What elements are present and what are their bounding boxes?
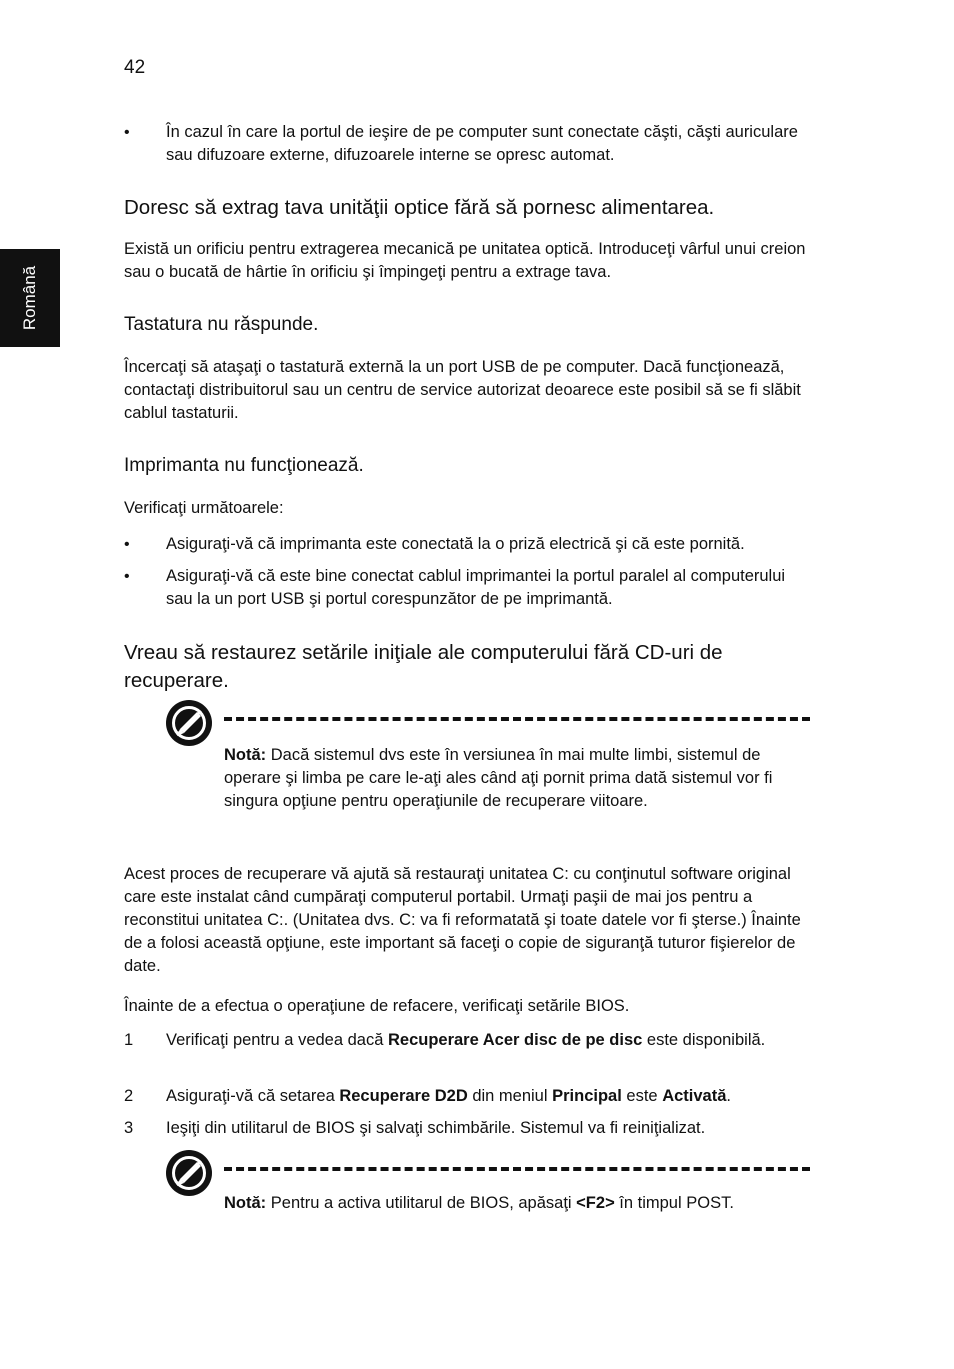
step-2: Asiguraţi-vă că setarea Recuperare D2D din meniul Principal este Activată. [166, 1087, 731, 1105]
section-intro-printer: Verificaţi următoarele: [124, 499, 284, 517]
printer-bullet-1: Asiguraţi-vă că imprimanta este conectată la o priză electrică şi că este pornită. [166, 535, 745, 553]
bullet-dot: • [124, 568, 130, 585]
printer-bullet-2: Asiguraţi-vă că este bine conectat cablul imprimantei la portul paralel al computerului sau la un port USB şi portul corespunzător de pe imprimantă. [166, 567, 786, 608]
intro-bullet-text: În cazul în care la portul de ieşire de pe computer sunt conectate căşti, căşti auriculare sau difuzoare externe, difuzoarele interne se opresc automat. [166, 123, 798, 164]
language-tab-label: Română [20, 265, 39, 331]
note-text: Dacă sistemul dvs este în versiunea în mai multe limbi, sistemul de operare şi limba pe care le-aţi ales când aţi pornit prima dată sistemul vor fi singura opţiune pentru operaţiunile de recuperare viitoare. [224, 746, 773, 810]
step-3: Ieşiţi din utilitarul de BIOS şi salvaţi schimbările. Sistemul va fi reiniţializat. [166, 1119, 706, 1137]
step-number: 3 [124, 1119, 134, 1137]
note-pen-icon [166, 700, 212, 746]
section-body-optical-tray: Există un orificiu pentru extragerea mecanică pe unitatea optică. Introduceţi vârful unui creion sau o bucată de hârtie în orificiu şi împingeţi pentru a extrage tava. [124, 240, 806, 281]
note-divider [224, 717, 810, 721]
step-number: 2 [124, 1087, 134, 1105]
restore-paragraph-2: Înainte de a efectua o operaţiune de refacere, verificaţi setările BIOS. [124, 997, 630, 1015]
note-label: Notă: [224, 746, 267, 764]
note-pen-icon [166, 1150, 212, 1196]
page-number: 42 [124, 57, 146, 78]
bullet-dot: • [124, 536, 130, 553]
section-heading-printer: Imprimanta nu funcţionează. [124, 455, 364, 476]
bullet-dot: • [124, 124, 130, 141]
language-tab [0, 249, 60, 347]
note-bios-key: Notă: Pentru a activa utilitarul de BIOS, apăsaţi <F2> în timpul POST. [224, 1194, 734, 1212]
restore-paragraph-1: Acest proces de recuperare vă ajută să restauraţi unitatea C: cu conţinutul software original care este instalat când cumpăraţi computerul portabil. Urmaţi paşii de mai jos pentru a reconstitui unitatea C:. (Unitatea dvs. C: va fi reformatată şi toate datele vor fi şterse.) Înainte de a folosi această opţiune, este important să faceţi o copie de siguranţă tuturor fişierelor de date. [124, 865, 801, 975]
section-heading-optical-tray: Doresc să extrag tava unităţii optice fără să pornesc alimentarea. [124, 196, 715, 219]
section-heading-restore: Vreau să restaurez setările iniţiale ale computerului fără CD-uri de recuperare. [124, 641, 723, 692]
step-1: Verificaţi pentru a vedea dacă Recuperare Acer disc de pe disc este disponibilă. [166, 1031, 766, 1049]
section-heading-keyboard: Tastatura nu răspunde. [124, 314, 319, 335]
section-body-keyboard: Încercaţi să ataşaţi o tastatură externă la un port USB de pe computer. Dacă funcţionează, contactaţi distribuitorul sau un centru de service autorizat deoarece este posibil să se fi slăbit cablul tastaturii. [124, 358, 801, 422]
note-divider [224, 1167, 810, 1171]
step-number: 1 [124, 1031, 134, 1049]
note-multilanguage [224, 744, 810, 813]
